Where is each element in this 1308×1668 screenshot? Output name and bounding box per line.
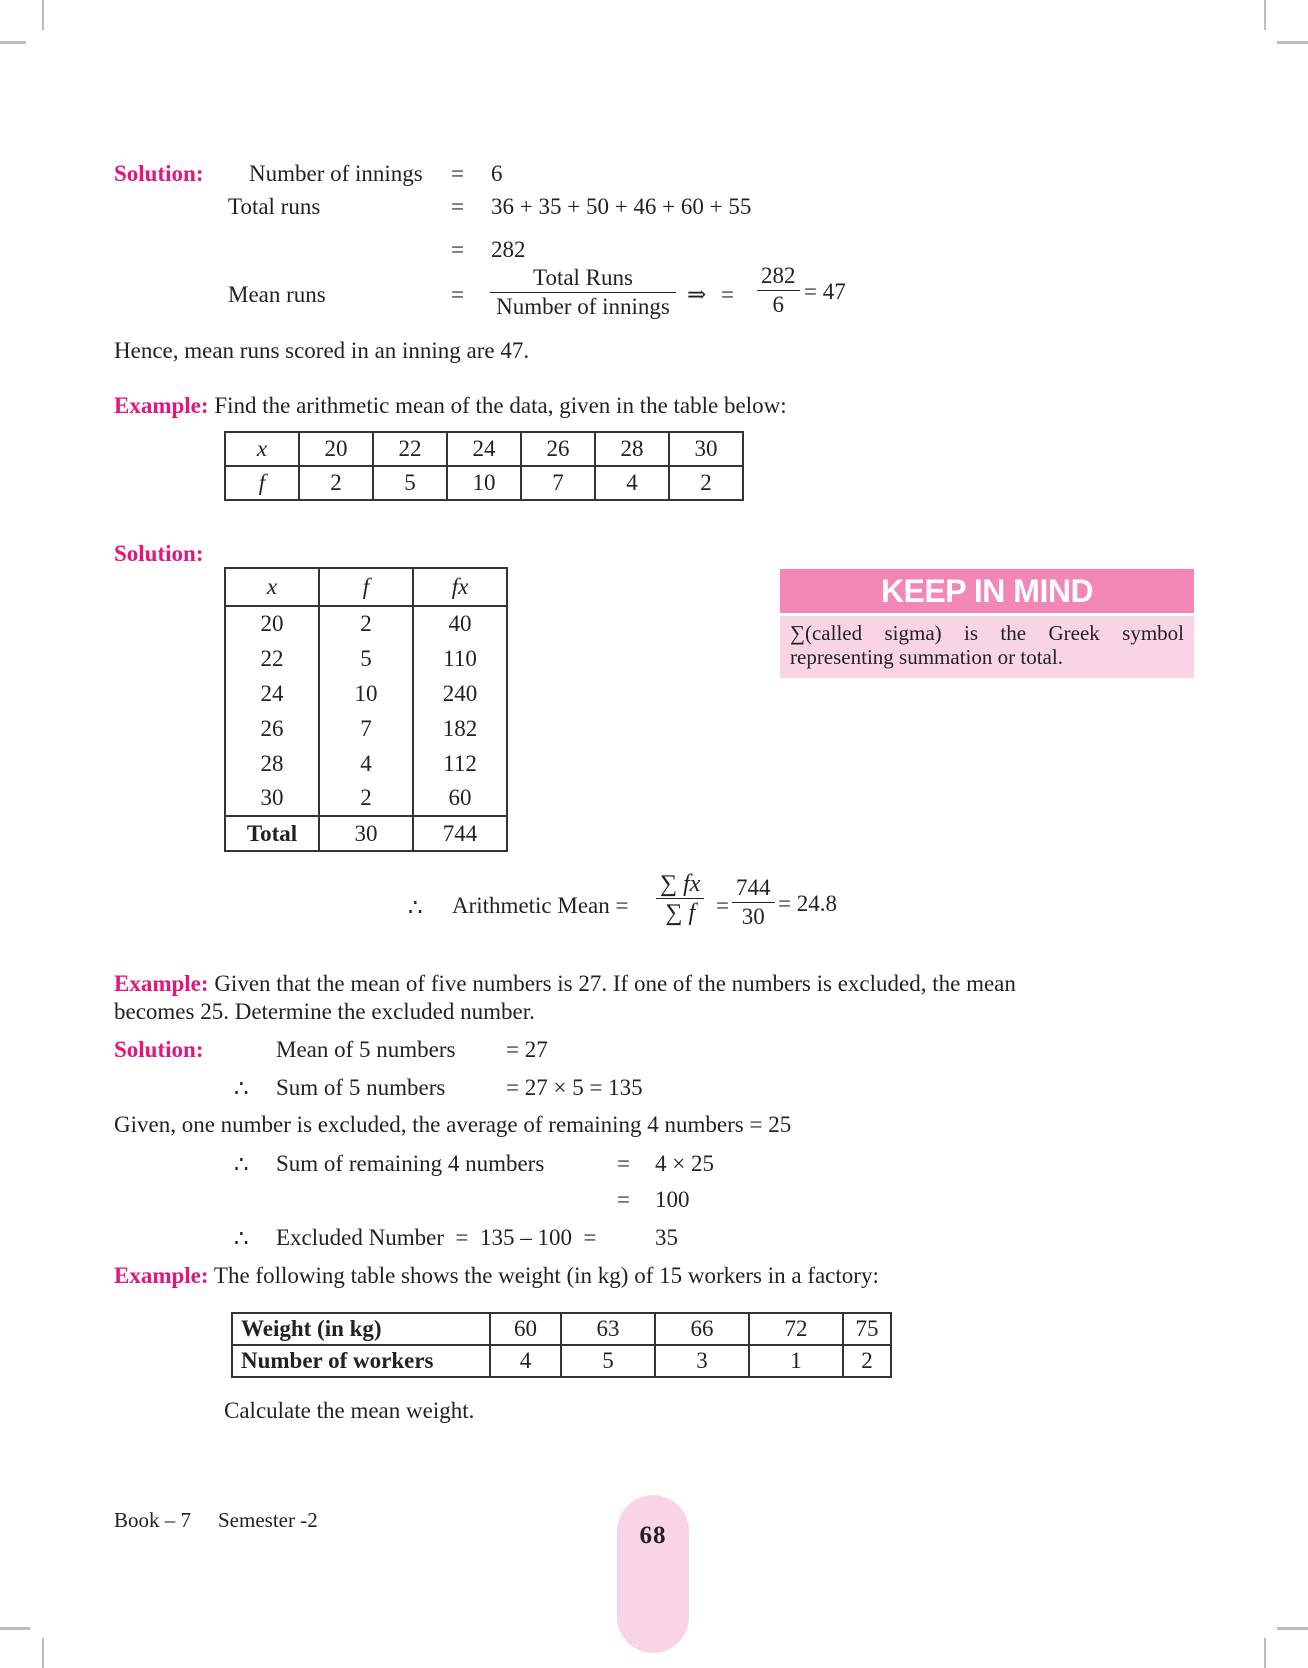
table-cell: 72 (749, 1313, 843, 1345)
table-cell: 4 (319, 746, 413, 781)
table-cell: 182 (413, 711, 507, 746)
example-label: Example: (114, 971, 209, 996)
table-cell: 24 (447, 432, 521, 466)
table-cell: 28 (225, 746, 319, 781)
table-cell: 4 (595, 466, 669, 500)
table-cell: 2 (319, 606, 413, 641)
page-number: 68 (639, 1522, 667, 1549)
excluded-value: 35 (655, 1225, 678, 1250)
table-cell: 7 (319, 711, 413, 746)
equals: = (451, 237, 464, 262)
table-cell: 2 (669, 466, 743, 500)
crop-mark (42, 1638, 44, 1668)
solution-label: Solution: (114, 1037, 204, 1062)
table-cell: 3 (655, 1345, 749, 1377)
header-cell: x (225, 432, 299, 466)
sigma-fraction (656, 870, 704, 927)
header-cell: f (319, 568, 413, 606)
sum-remaining-expr: 4 × 25 (655, 1151, 714, 1176)
solution-label: Solution: (114, 541, 204, 566)
example-text-line2: becomes 25. Determine the excluded number. (114, 999, 535, 1024)
mean-of-5-label: Mean of 5 numbers (276, 1037, 456, 1062)
table-cell: 26 (521, 432, 595, 466)
crop-mark (0, 1627, 30, 1630)
fraction-numerator: ∑ fx (656, 870, 704, 899)
table-cell: 30 (225, 781, 319, 816)
table-cell: 66 (655, 1313, 749, 1345)
table-cell: 30 (669, 432, 743, 466)
example-label: Example: (114, 393, 209, 418)
formula-result: = 24.8 (778, 891, 837, 916)
footer-semester: Semester -2 (218, 1508, 318, 1532)
table-cell: 40 (413, 606, 507, 641)
innings-value: 6 (491, 161, 503, 186)
fraction-denominator: 30 (741, 904, 765, 929)
table-cell: 75 (843, 1313, 891, 1345)
equals: = (716, 893, 729, 918)
table-cell: 24 (225, 676, 319, 711)
fraction-numerator: 282 (757, 262, 800, 291)
example-heading (114, 392, 787, 420)
equals: = (451, 194, 464, 219)
crop-mark (0, 41, 26, 44)
sum-remaining-label: Sum of remaining 4 numbers (276, 1151, 545, 1176)
frequency-table (224, 431, 744, 501)
crop-mark (1264, 0, 1266, 30)
therefore-symbol: ∴ (234, 1226, 249, 1251)
mean-of-5-value: = 27 (506, 1037, 548, 1062)
table-cell: 10 (319, 676, 413, 711)
example-text: Find the arithmetic mean of the data, given in the table below: (214, 393, 787, 418)
crop-mark (1277, 1627, 1308, 1630)
question-text: Calculate the mean weight. (224, 1398, 475, 1423)
crop-mark (1264, 1638, 1266, 1668)
weights-table (231, 1312, 892, 1378)
table-cell: 4 (490, 1345, 561, 1377)
header-cell: f (225, 466, 299, 500)
footer-book: Book – 7 (114, 1508, 192, 1532)
table-cell: 60 (413, 781, 507, 816)
table-cell: 110 (413, 641, 507, 676)
mean-fraction (757, 262, 800, 319)
table-cell: 26 (225, 711, 319, 746)
keep-in-mind-title: KEEP IN MIND (780, 569, 1194, 613)
table-cell: 10 (447, 466, 521, 500)
example-text: Given that the mean of five numbers is 27. If one of the numbers is excluded, the mean (214, 971, 1016, 996)
table-cell: 5 (319, 641, 413, 676)
example-text: The following table shows the weight (in kg) of 15 workers in a factory: (213, 1263, 879, 1288)
example-heading (114, 970, 1194, 998)
equals: = (451, 282, 464, 307)
crop-mark (1277, 41, 1308, 44)
fraction-denominator: ∑ f (665, 900, 696, 926)
example-heading (114, 1262, 879, 1290)
header-cell: x (225, 568, 319, 606)
sum-remaining-value: 100 (655, 1187, 690, 1212)
table-cell: 22 (373, 432, 447, 466)
table-cell: 22 (225, 641, 319, 676)
total-cell: 30 (319, 816, 413, 851)
table-cell: 7 (521, 466, 595, 500)
row-header: Number of workers (232, 1345, 490, 1377)
implies-arrow: ⇒ (687, 282, 707, 307)
table-cell: 2 (843, 1345, 891, 1377)
total-runs-label: Total runs (228, 194, 321, 219)
equals: = (617, 1187, 630, 1212)
keep-in-mind-text: ∑(called sigma) is the Greek symbol representing summation or total. (780, 616, 1194, 678)
therefore-symbol: ∴ (234, 1076, 249, 1101)
conclusion-text: Hence, mean runs scored in an inning are 47. (114, 338, 530, 363)
innings-label: Number of innings (249, 161, 423, 186)
total-label: Total (225, 816, 319, 851)
table-cell: 60 (490, 1313, 561, 1345)
page-number-tab (617, 1495, 689, 1653)
example-label: Example: (114, 1263, 209, 1288)
table-cell: 240 (413, 676, 507, 711)
sum-of-5-value: = 27 × 5 = 135 (506, 1075, 643, 1100)
excluded-label: Excluded Number = 135 – 100 = (276, 1225, 597, 1250)
sum-of-5-label: Sum of 5 numbers (276, 1075, 446, 1100)
mean-runs-fraction (490, 264, 676, 321)
row-header: Weight (in kg) (232, 1313, 490, 1345)
total-runs-expr: 36 + 35 + 50 + 46 + 60 + 55 (491, 194, 752, 219)
total-runs-value: 282 (491, 237, 526, 262)
table-cell: 20 (299, 432, 373, 466)
table-cell: 112 (413, 746, 507, 781)
therefore-symbol: ∴ (234, 1152, 249, 1177)
equals: = (617, 1151, 630, 1176)
fraction-denominator: Number of innings (496, 294, 670, 319)
fraction-numerator: Total Runs (490, 264, 676, 293)
table-cell: 5 (373, 466, 447, 500)
formula-label: Arithmetic Mean = (452, 893, 629, 918)
fraction-denominator: 6 (772, 292, 784, 317)
solution-label: Solution: (114, 161, 204, 186)
table-cell: 20 (225, 606, 319, 641)
mean-result: = 47 (804, 279, 846, 304)
therefore-symbol: ∴ (408, 895, 423, 920)
mean-runs-label: Mean runs (228, 282, 326, 307)
given-text: Given, one number is excluded, the average of remaining 4 numbers = 25 (114, 1112, 792, 1137)
crop-mark (42, 0, 44, 30)
equals: = (721, 282, 734, 307)
fx-table (224, 567, 508, 852)
fraction-numerator: 744 (732, 874, 775, 903)
total-cell: 744 (413, 816, 507, 851)
table-cell: 2 (319, 781, 413, 816)
equals: = (451, 161, 464, 186)
table-cell: 28 (595, 432, 669, 466)
table-cell: 1 (749, 1345, 843, 1377)
table-cell: 5 (561, 1345, 655, 1377)
table-cell: 63 (561, 1313, 655, 1345)
value-fraction (732, 874, 775, 931)
table-cell: 2 (299, 466, 373, 500)
header-cell: fx (413, 568, 507, 606)
